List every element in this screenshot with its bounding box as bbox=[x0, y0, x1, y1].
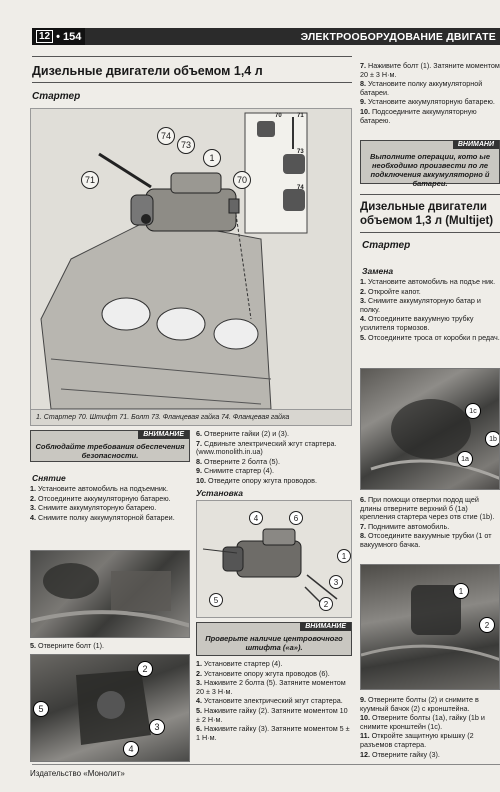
figure-caption: 1. Стартер 70. Штифт 71. Болт 73. Фланцевая гайка 74. Фланцевая гайка bbox=[31, 409, 352, 425]
starter-install-figure bbox=[196, 500, 352, 618]
engine-photo-2 bbox=[30, 654, 190, 762]
list-item: 6. При помощи отвертки подод щей длины отверните верхний б (1a) крепления стартера через отв стие (1b). bbox=[360, 495, 495, 522]
list-item: 7. Сдвиньте электрический жгут стартера. (www.monolith.in.ua) bbox=[196, 438, 337, 457]
engine-photo-4 bbox=[360, 564, 500, 690]
fig-callout-4: 4 bbox=[249, 511, 263, 525]
photo-callout-1a: 1a bbox=[457, 451, 473, 467]
warning-tag: ВНИМАНИЕ bbox=[138, 430, 189, 439]
callout-74: 74 bbox=[157, 127, 175, 145]
list-item: 6. Наживите гайку (3). Затяните моментом 5 ± 1 Н·м. bbox=[196, 724, 350, 742]
fig-callout-1: 1 bbox=[337, 549, 351, 563]
list-item: 9. Отверните болты (2) и снимите в куумный бачок (2) с кронштейна. bbox=[360, 695, 479, 713]
chapter-number: 12 bbox=[36, 30, 53, 43]
right-top-steps bbox=[360, 62, 500, 126]
right-bottom-steps bbox=[360, 696, 500, 760]
list-item: 10. Подсоедините аккумуляторную батарею. bbox=[360, 106, 477, 125]
callout-71: 71 bbox=[81, 171, 99, 189]
list-item: 5. Отсоедините троса от коробки п редач. bbox=[360, 332, 500, 342]
divider bbox=[32, 82, 352, 83]
photo-callout-2: 2 bbox=[137, 661, 153, 677]
footer-divider bbox=[32, 764, 500, 765]
warning-note bbox=[30, 430, 190, 462]
right-subtitle: Стартер bbox=[362, 240, 411, 251]
list-item: 3. Снимите аккумуляторную батар и полку. bbox=[360, 296, 481, 314]
side-label-70: 70 bbox=[275, 113, 282, 119]
page-number: 154 bbox=[62, 30, 82, 43]
warning-note-3 bbox=[360, 140, 500, 188]
list-item: 11. Откройте защитную крышку (2 разъемов стартера. bbox=[360, 731, 474, 749]
list-item: 4. Снимите полку аккумуляторной батареи. bbox=[30, 512, 175, 522]
removal-steps bbox=[30, 485, 190, 523]
starter-photo-illustration bbox=[31, 655, 190, 762]
list-item: 2. Установите опору жгута проводов (6). bbox=[196, 668, 330, 678]
left-subtitle: Стартер bbox=[32, 91, 81, 102]
right-section-title: Дизельные двигатели объемом 1,3 л (Multijet) bbox=[360, 201, 494, 227]
section-title: ЭЛЕКТРООБОРУДОВАНИЕ ДВИГАТЕ bbox=[300, 30, 496, 43]
fig-callout-5: 5 bbox=[209, 593, 223, 607]
middle-steps bbox=[196, 430, 352, 487]
side-label-71: 71 bbox=[297, 113, 304, 119]
list-item: 2. Отсоедините аккумуляторную батарею. bbox=[30, 493, 171, 503]
callout-73: 73 bbox=[177, 136, 195, 154]
replace-title: Замена bbox=[362, 266, 394, 276]
photo-callout-4: 4 bbox=[123, 741, 139, 757]
photo-callout-5: 5 bbox=[33, 701, 49, 717]
starter-exploded-figure bbox=[30, 108, 352, 426]
photo-callout-1c: 1c bbox=[465, 403, 481, 419]
list-item: 1. Установите автомобиль на подъе ник. bbox=[360, 277, 496, 286]
callout-70: 70 bbox=[233, 171, 251, 189]
warning-text: Проверьте наличие центровочного штифта («а»). bbox=[205, 634, 343, 652]
divider bbox=[32, 56, 352, 57]
side-label-73: 73 bbox=[297, 149, 304, 155]
install-title: Установка bbox=[196, 488, 243, 498]
divider bbox=[360, 194, 500, 195]
list-item: 8. Отсоедините вакуумные трубки (1 от вакуумного бачка. bbox=[360, 531, 492, 549]
removal-title: Снятие bbox=[32, 473, 66, 483]
step-5: 5. Отверните болт (1). bbox=[30, 641, 105, 650]
warning-text: Соблюдайте требования обеспечения безопасности. bbox=[35, 442, 185, 460]
page-number-block bbox=[32, 28, 85, 45]
list-item: 7. Наживите болт (1). Затяните моментом 20 ± 3 Н·м. bbox=[360, 61, 500, 79]
photo-callout-1: 1 bbox=[453, 583, 469, 599]
fig-callout-2: 2 bbox=[319, 597, 333, 611]
list-item: 1. Установите автомобиль на подъемник. bbox=[30, 484, 169, 493]
right-mid-steps bbox=[360, 496, 500, 551]
fig-callout-3: 3 bbox=[329, 575, 343, 589]
list-item: 6. Отверните гайки (2) и (3). bbox=[196, 429, 290, 438]
list-item: 1. Установите стартер (4). bbox=[196, 659, 283, 668]
divider bbox=[360, 232, 500, 233]
list-item: 8. Отверните 2 болта (5). bbox=[196, 456, 280, 466]
list-item: 7. Поднимите автомобиль. bbox=[360, 521, 450, 531]
engine-photo-illustration bbox=[361, 369, 500, 490]
list-item: 9. Установите аккумуляторную батарею. bbox=[360, 97, 495, 107]
warning-tag: ВНИМАНИ bbox=[453, 140, 499, 149]
left-section-title: Дизельные двигатели объемом 1,4 л bbox=[32, 64, 263, 78]
engine-photo-3 bbox=[360, 368, 500, 490]
bullet-icon: • bbox=[56, 30, 60, 43]
warning-text: Выполните операции, кото ые необходимо произвести по ле подключения аккумуляторно й батареи. bbox=[369, 152, 491, 188]
engine-photo-illustration bbox=[31, 551, 190, 638]
list-item: 4. Установите электрический жгут стартера. bbox=[196, 696, 343, 706]
list-item: 10. Отверните болты (1a), гайку (1b и снимите кронштейн (1c). bbox=[360, 713, 485, 731]
warning-note-2 bbox=[196, 622, 352, 656]
list-item: 10. Отведите опору жгута проводов. bbox=[196, 475, 317, 485]
photo-callout-2: 2 bbox=[479, 617, 495, 633]
engine-photo-1 bbox=[30, 550, 190, 638]
replace-steps bbox=[360, 278, 500, 343]
install-steps bbox=[196, 660, 352, 743]
photo-callout-1b: 1b bbox=[485, 431, 500, 447]
page-header bbox=[32, 28, 500, 45]
list-item: 9. Снимите стартер (4). bbox=[196, 466, 274, 476]
list-item: 3. Наживите 2 болта (5). Затяните моментом 20 ± 3 Н·м. bbox=[196, 678, 346, 696]
list-item: 2. Откройте капот. bbox=[360, 286, 421, 296]
list-item: 4. Отсоедините вакуумную трубку усилителя тормозов. bbox=[360, 314, 474, 332]
photo-callout-3: 3 bbox=[149, 719, 165, 735]
publisher-footer: Издательство «Монолит» bbox=[30, 769, 125, 778]
fig-callout-6: 6 bbox=[289, 511, 303, 525]
list-item: 3. Снимите аккумуляторную батарею. bbox=[30, 503, 157, 513]
list-item: 8. Установите полку аккумуляторной батареи. bbox=[360, 79, 483, 97]
callout-1: 1 bbox=[203, 149, 221, 167]
side-label-74: 74 bbox=[297, 185, 304, 191]
list-item: 12. Отверните гайку (3). bbox=[360, 749, 440, 759]
warning-tag: ВНИМАНИЕ bbox=[300, 622, 351, 631]
list-item: 5. Наживите гайку (2). Затяните моментом 10 ± 2 Н·м. bbox=[196, 705, 348, 724]
